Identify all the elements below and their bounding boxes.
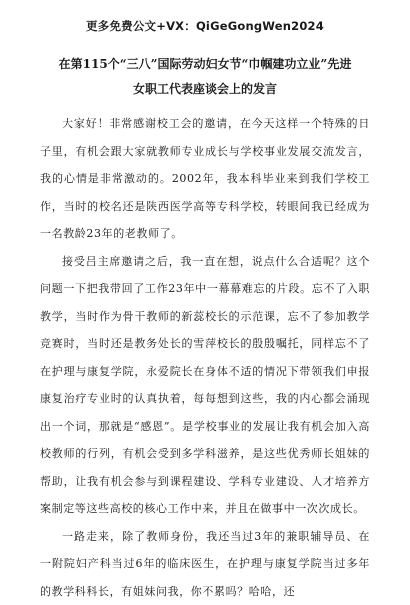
speech-title xyxy=(40,52,370,102)
body-paragraph: 一路走来，除了教师身份，我还当过3年的兼职辅导员、在一附院妇产科当过6年的临床医生，在护理与康复学院当过多年的教学科科长，有姐妹问我，你不累吗？哈哈，还 xyxy=(40,523,370,605)
body-paragraph: 大家好！非常感谢校工会的邀请，在今天这样一个特殊的日子里，有机会跟大家就教师专业成长与学校事业发展交流发言，我的心情是非常激动的。2002年，我本科毕业来到我们学校工作，当时的校名还是陕西医学高等专科学校，转眼间我已经成为一名教龄23年的老教师了。 xyxy=(40,110,370,248)
promo-header: 更多免费公文+VX：QiGeGongWen2024 xyxy=(40,18,370,34)
speech-title-line-2: 女职工代表座谈会上的发言 xyxy=(40,77,370,102)
speech-title-line-1: 在第115个“三八”国际劳动妇女节“巾帼建功立业”先进 xyxy=(40,52,370,77)
body-paragraph: 接受吕主席邀请之后，我一直在想，说点什么合适呢？这个问题一下把我带回了工作23年中一幕幕难忘的片段。忘不了入职教学，当时作为骨干教师的新蕊校长的示范课，忘不了参加教学竞赛时，当时还是教务处长的雪萍校长的殷殷嘱托，同样忘不了在护理与康复学院，永爱院长在身体不适的情况下带领我们申报康复治疗专业时的认真执着，每每想到这些，我的内心都会涌现出一个词，那就是“感恩”。是学校事业的发展让我有机会加入高校教师的行列，有机会受到多学科滋养，是这些优秀师长姐妹的帮助，让我有机会参与到课程建设、学科专业建设、人才培养方案制定等这些高校的核心工作中来，并且在做事中一次次成长。 xyxy=(40,248,370,523)
